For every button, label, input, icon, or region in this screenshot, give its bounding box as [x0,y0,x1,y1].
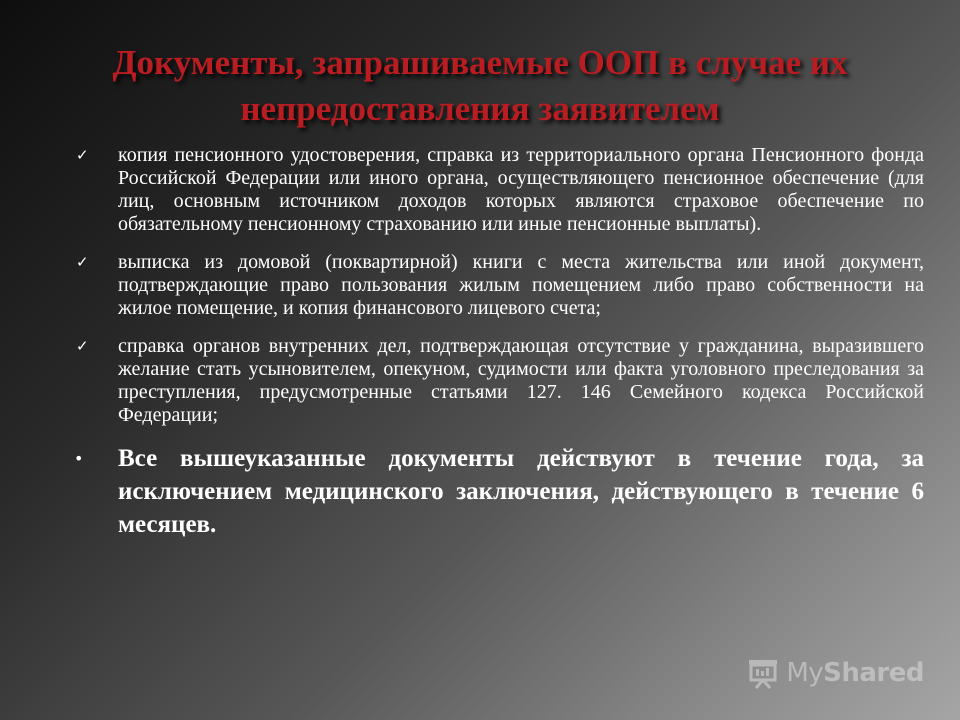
watermark-text: MyShared [786,658,924,688]
document-list [72,144,924,556]
slide-title [30,40,930,132]
check-icon: ✓ [76,146,89,164]
watermark [746,656,924,690]
list-item-text: копия пенсионного удостоверения, справка из территориального органа Пенсионного фонда Российской Федерации или иного органа, осуществляющего пенсионное обеспечение (для лиц, основным источником доходов которых являются страховое обеспечение по обязательному пенсионному страхованию или иные пенсионные выплаты). [118,144,924,235]
check-icon: ✓ [76,253,89,271]
title-line-2: непредоставления заявителем [240,89,720,128]
list-item-text: справка органов внутренних дел, подтверждающая отсутствие у гражданина, выразившего желание стать усыновителем, опекуном, судимости или факта уголовного преследования за преступления, предусмотренные статьями 127. 146 Семейного кодекса Российской Федерации; [118,335,924,426]
presentation-board-icon [746,656,780,690]
list-item [72,251,924,320]
list-item [72,335,924,427]
list-item-text: Все вышеуказанные документы действуют в течение года, за исключением медицинского заключения, действующего в течение 6 месяцев. [118,445,924,538]
list-item-text: выписка из домовой (поквартирной) книги с места жительства или иной документ, подтверждающие право пользования жилым помещением либо право собственности на жилое помещение, и копия финансового лицевого счета; [118,251,924,319]
bullet-icon: • [74,449,84,468]
title-line-1: Документы, запрашиваемые ООП в случае их [112,43,848,82]
list-item-summary [72,442,924,541]
check-icon: ✓ [76,337,89,355]
list-item [72,144,924,236]
